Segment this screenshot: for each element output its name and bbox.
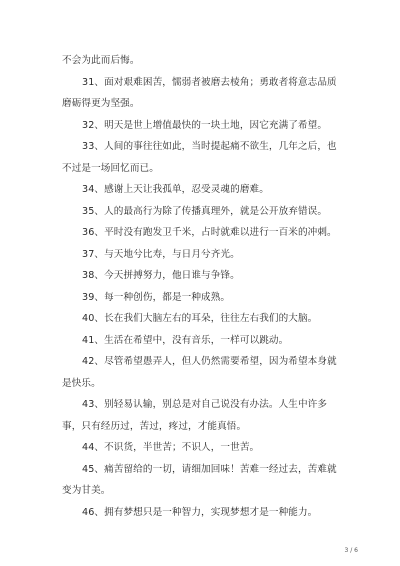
paragraph-44: 44、不识货，半世苦；不识人，一世苦。 <box>82 442 260 453</box>
paragraph-38: 38、今天拼搏努力，他日谁与争锋。 <box>82 270 240 281</box>
paragraph-45: 45、痛苦留给的一切，请细加回味！苦难一经过去，苦难就变为甘美。 <box>62 463 337 496</box>
paragraph-46: 46、拥有梦想只是一种智力，实现梦想才是一种能力。 <box>82 506 318 518</box>
page-number: 3 / 6 <box>344 547 358 554</box>
paragraph-35: 35、人的最高行为除了传播真理外，就是公开放弃错误。 <box>82 205 328 217</box>
paragraph-41: 41、生活在希望中，没有音乐，一样可以跳动。 <box>82 334 289 346</box>
paragraph-continuation: 不会为此而后悔。 <box>62 55 140 66</box>
paragraph-39: 39、每一种创伤，都是一种成熟。 <box>82 291 231 303</box>
paragraph-40: 40、长在我们大脑左右的耳朵，往往左右我们的大脑。 <box>82 313 318 324</box>
paragraph-34: 34、感谢上天让我孤单，忍受灵魂的磨难。 <box>82 184 269 195</box>
paragraph-42: 42、尽管希望愚弄人，但人仍然需要希望，因为希望本身就是快乐。 <box>62 356 337 389</box>
paragraph-37: 37、与天地兮比寿，与日月兮齐光。 <box>82 248 240 260</box>
paragraph-36: 36、平时没有跑发卫千米，占时就难以进行一百米的冲刺。 <box>82 227 337 238</box>
paragraph-33: 33、人间的事往往如此，当时提起痛不欲生，几年之后，也不过是一场回忆而已。 <box>62 141 337 174</box>
paragraph-32: 32、明天是世上增值最快的一块土地，因它充满了希望。 <box>82 119 328 131</box>
document-body <box>62 50 342 523</box>
paragraph-31: 31、面对艰难困苦，懦弱者被磨去棱角；勇敢者将意志品质磨砺得更为坚强。 <box>62 76 337 109</box>
paragraph-43: 43、别轻易认输，别总是对自己说没有办法。人生中许多事，只有经历过，苦过，疼过，才能真悟。 <box>62 399 328 432</box>
